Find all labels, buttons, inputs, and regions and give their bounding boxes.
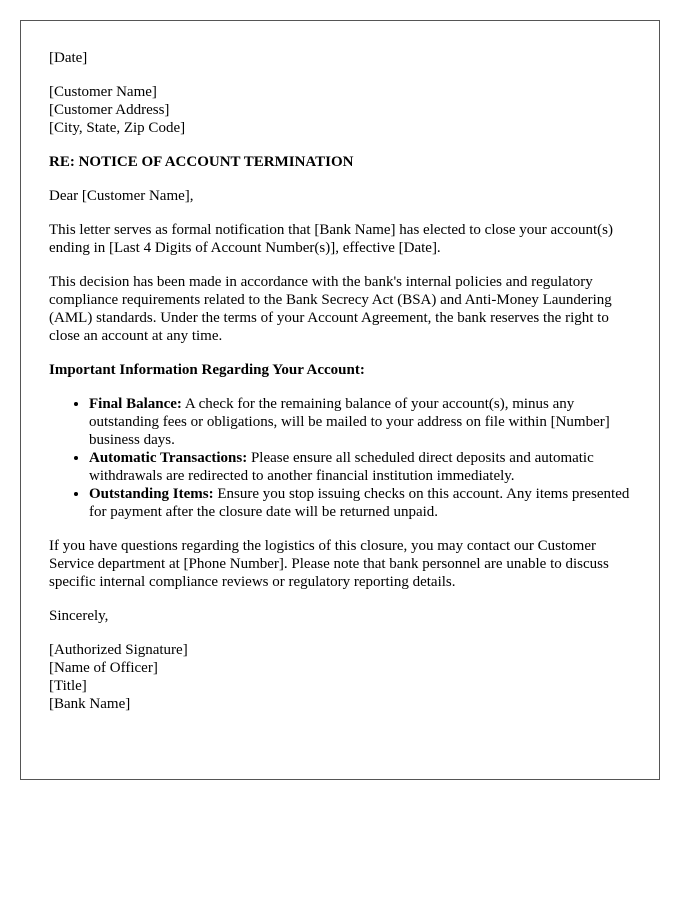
info-item-final-balance [89, 395, 631, 449]
officer-title: [Title] [49, 678, 87, 694]
authorized-signature: [Authorized Signature] [49, 642, 188, 658]
letter-date: [Date] [49, 50, 88, 66]
info-item-text: Please ensure all scheduled direct deposits and automatic withdrawals are redirected to another financial institution immediately. [89, 450, 594, 484]
notification-paragraph: This letter serves as formal notification that [Bank Name] has elected to close your account(s) ending in [Last 4 Digits of Account Number(s)], effective [Date]. [49, 222, 613, 256]
contact-paragraph: If you have questions regarding the logistics of this closure, you may contact our Customer Service department at [Phone Number]. Please note that bank personnel are unable to discuss specific internal compliance reviews or regulatory reporting details. [49, 538, 609, 590]
recipient-name: [Customer Name] [49, 84, 157, 100]
info-item-outstanding-items [89, 485, 631, 521]
recipient-address: [Customer Address] [49, 102, 170, 118]
officer-name: [Name of Officer] [49, 660, 158, 676]
info-list [49, 395, 631, 521]
letter-closing: Sincerely, [49, 608, 109, 624]
info-item-label: Automatic Transactions: [89, 450, 248, 466]
policy-paragraph: This decision has been made in accordance with the bank's internal policies and regulatory compliance requirements related to the Bank Secrecy Act (BSA) and Anti-Money Laundering (AML) standards. Under the terms of your Account Agreement, the bank reserves the right to close an account at any time. [49, 274, 612, 344]
info-item-label: Outstanding Items: [89, 486, 214, 502]
letter-salutation: Dear [Customer Name], [49, 188, 194, 204]
signature-block [49, 641, 631, 713]
info-item-label: Final Balance: [89, 396, 182, 412]
recipient-address-block [49, 83, 631, 137]
info-item-text: A check for the remaining balance of your account(s), minus any outstanding fees or obligations, will be mailed to your address on file within [Number] business days. [89, 396, 610, 448]
info-item-text: Ensure you stop issuing checks on this account. Any items presented for payment after the closure date will be returned unpaid. [89, 486, 630, 520]
info-heading: Important Information Regarding Your Account: [49, 362, 365, 378]
recipient-city-state-zip: [City, State, Zip Code] [49, 120, 186, 136]
info-item-automatic-transactions [89, 449, 631, 485]
letter-document [20, 20, 660, 780]
letter-subject: RE: NOTICE OF ACCOUNT TERMINATION [49, 154, 354, 170]
bank-name: [Bank Name] [49, 696, 131, 712]
